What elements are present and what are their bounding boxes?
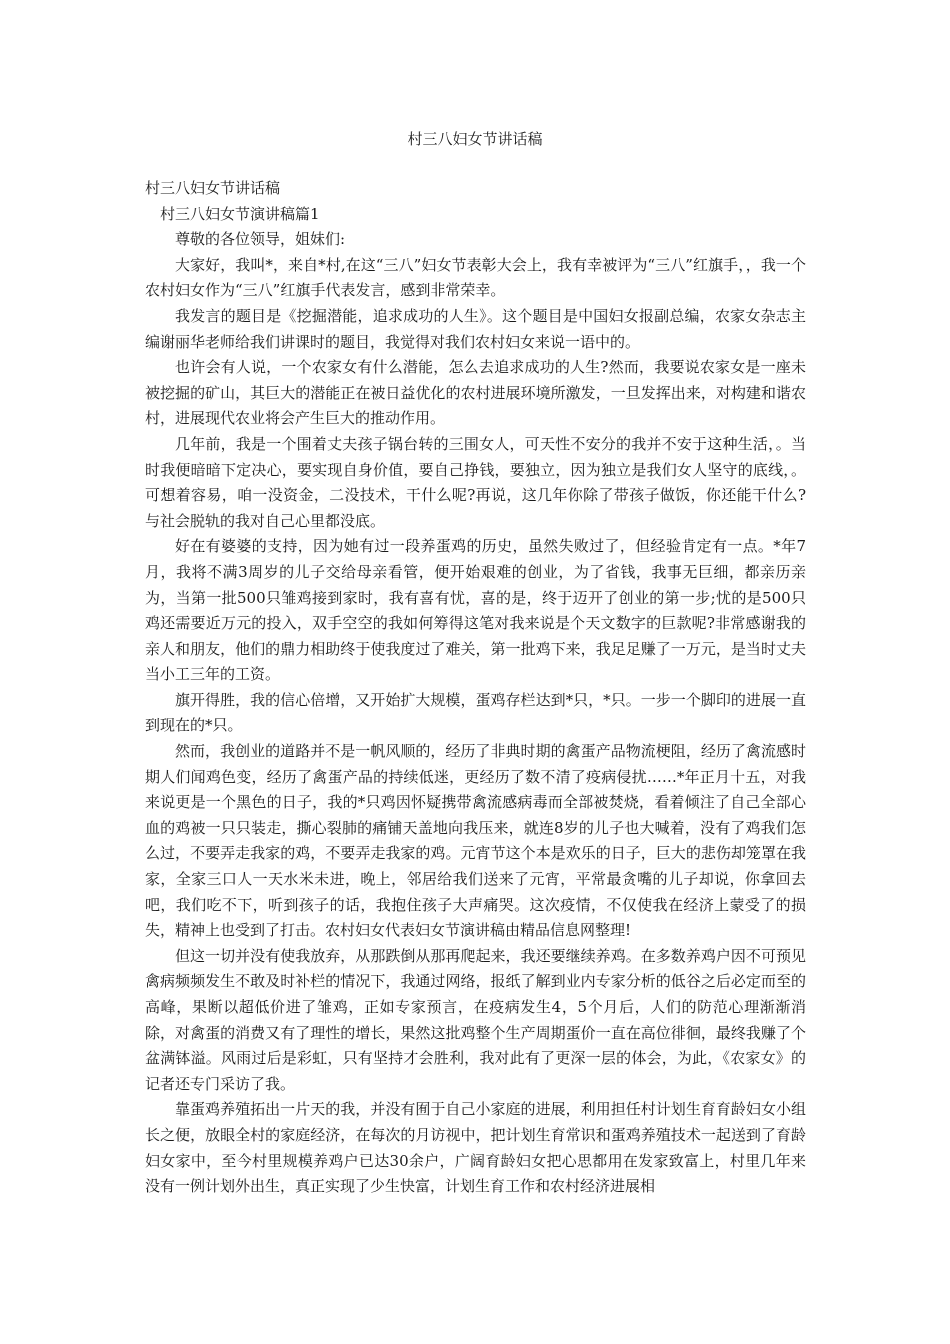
document-title: 村三八妇女节讲话稿 [407, 130, 543, 148]
paragraph: 靠蛋鸡养殖拓出一片天的我，并没有囿于自己小家庭的进展，利用担任村计划生育育龄妇女小组长之便，放眼全村的家庭经济，在每次的月访视中，把计划生育常识和蛋鸡养殖技术一起送到了育龄妇女家中，至今村里规模养鸡户已达30余户，广阔育龄妇女把心思都用在发家致富上，村里几年来没有一例计划外出生，真正实现了少生快富，计划生育工作和农村经济进展相 [145, 1100, 806, 1196]
paragraph: 好在有婆婆的支持，因为她有过一段养蛋鸡的历史，虽然失败过了，但经验肯定有一点。*年7月，我将不满3周岁的儿子交给母亲看管，便开始艰难的创业，为了省钱，我事无巨细，都亲历亲为，当第一批500只雏鸡接到家时，我有喜有忧，喜的是，终于迈开了创业的第一步;忧的是500只鸡还需要近万元的投入，双手空空的我如何筹得这笔对我来说是个天文数字的巨款呢?非常感谢我的亲人和朋友，他们的鼎力相助终于使我度过了难关，第一批鸡下来，我足足赚了一万元，是当时丈夫当小工三年的工资。 [145, 537, 806, 684]
paragraph: 大家好，我叫*，来自*村,在这“三八”妇女节表彰大会上，我有幸被评为“三八”红旗手，，我一个农村妇女作为“三八”红旗手代表发言，感到非常荣幸。 [145, 255, 806, 300]
paragraph: 几年前，我是一个围着丈夫孩子锅台转的三围女人，可天性不安分的我并不安于这种生活，。当时我便暗暗下定决心，要实现自身价值，要自己挣钱，要独立，因为独立是我们女人坚守的底线，。可想着容易，咱一没资金，二没技术，干什么呢?再说，这几年你除了带孩子做饭，你还能干什么?与社会脱轨的我对自己心里都没底。 [145, 434, 806, 530]
paragraph: 尊敬的各位领导，姐妹们: [175, 230, 346, 249]
paragraph: 也许会有人说，一个农家女有什么潜能，怎么去追求成功的人生?然而，我要说农家女是一座未被挖掘的矿山，其巨大的潜能正在被日益优化的农村进展环境所激发，一旦发挥出来，对构建和谐农村，进展现代农业将会产生巨大的推动作用。 [145, 358, 806, 428]
paragraph: 但这一切并没有使我放弃，从那跌倒从那再爬起来，我还要继续养鸡。在多数养鸡户因不可预见禽病频频发生不敢及时补栏的情况下，我通过网络，报纸了解到业内专家分析的低谷之后必定而至的高峰，果断以超低价进了雏鸡，正如专家预言，在疫病发生4，5个月后，人们的防范心理渐渐消除，对禽蛋的消费又有了理性的增长，果然这批鸡整个生产周期蛋价一直在高位徘徊，最终我赚了个盆满钵溢。风雨过后是彩虹，只有坚持才会胜利，我对此有了更深一层的体会，为此，《农家女》的记者还专门采访了我。 [145, 946, 806, 1093]
paragraph: 我发言的题目是《挖掘潜能，追求成功的人生》。这个题目是中国妇女报副总编，农家女杂志主编谢丽华老师给我们讲课时的题目，我觉得对我们农村妇女来说一语中的。 [145, 306, 806, 351]
paragraph: 然而，我创业的道路并不是一帆风顺的，经历了非典时期的禽蛋产品物流梗阻，经历了禽流感时期人们闻鸡色变，经历了禽蛋产品的持续低迷，更经历了数不清了疫病侵扰……*年正月十五，对我来说更是一个黑色的日子，我的*只鸡因怀疑携带禽流感病毒而全部被焚烧，看着倾注了自己全部心血的鸡被一只只装走，撕心裂肺的痛铺天盖地向我压来，就连8岁的儿子也大喊着，没有了鸡我们怎么过，不要弄走我家的鸡，不要弄走我家的鸡。元宵节这个本是欢乐的日子，巨大的悲伤却笼罩在我家，全家三口人一天水米未进，晚上，邻居给我们送来了元宵，平常最贪嘴的儿子却说，你拿回去吧，我们吃不下，听到孩子的话，我抱住孩子大声痛哭。这次疫情，不仅使我在经济上蒙受了的损失，精神上也受到了打击。农村妇女代表妇女节演讲稿由精品信息网整理! [145, 742, 806, 940]
paragraph: 旗开得胜，我的信心倍增，又开始扩大规模，蛋鸡存栏达到*只，*只。一步一个脚印的进展一直到现在的*只。 [145, 690, 806, 735]
document-heading: 村三八妇女节讲话稿 [145, 179, 281, 197]
document-body [145, 176, 806, 1200]
document-subheading: 村三八妇女节演讲稿篇1 [160, 204, 320, 223]
